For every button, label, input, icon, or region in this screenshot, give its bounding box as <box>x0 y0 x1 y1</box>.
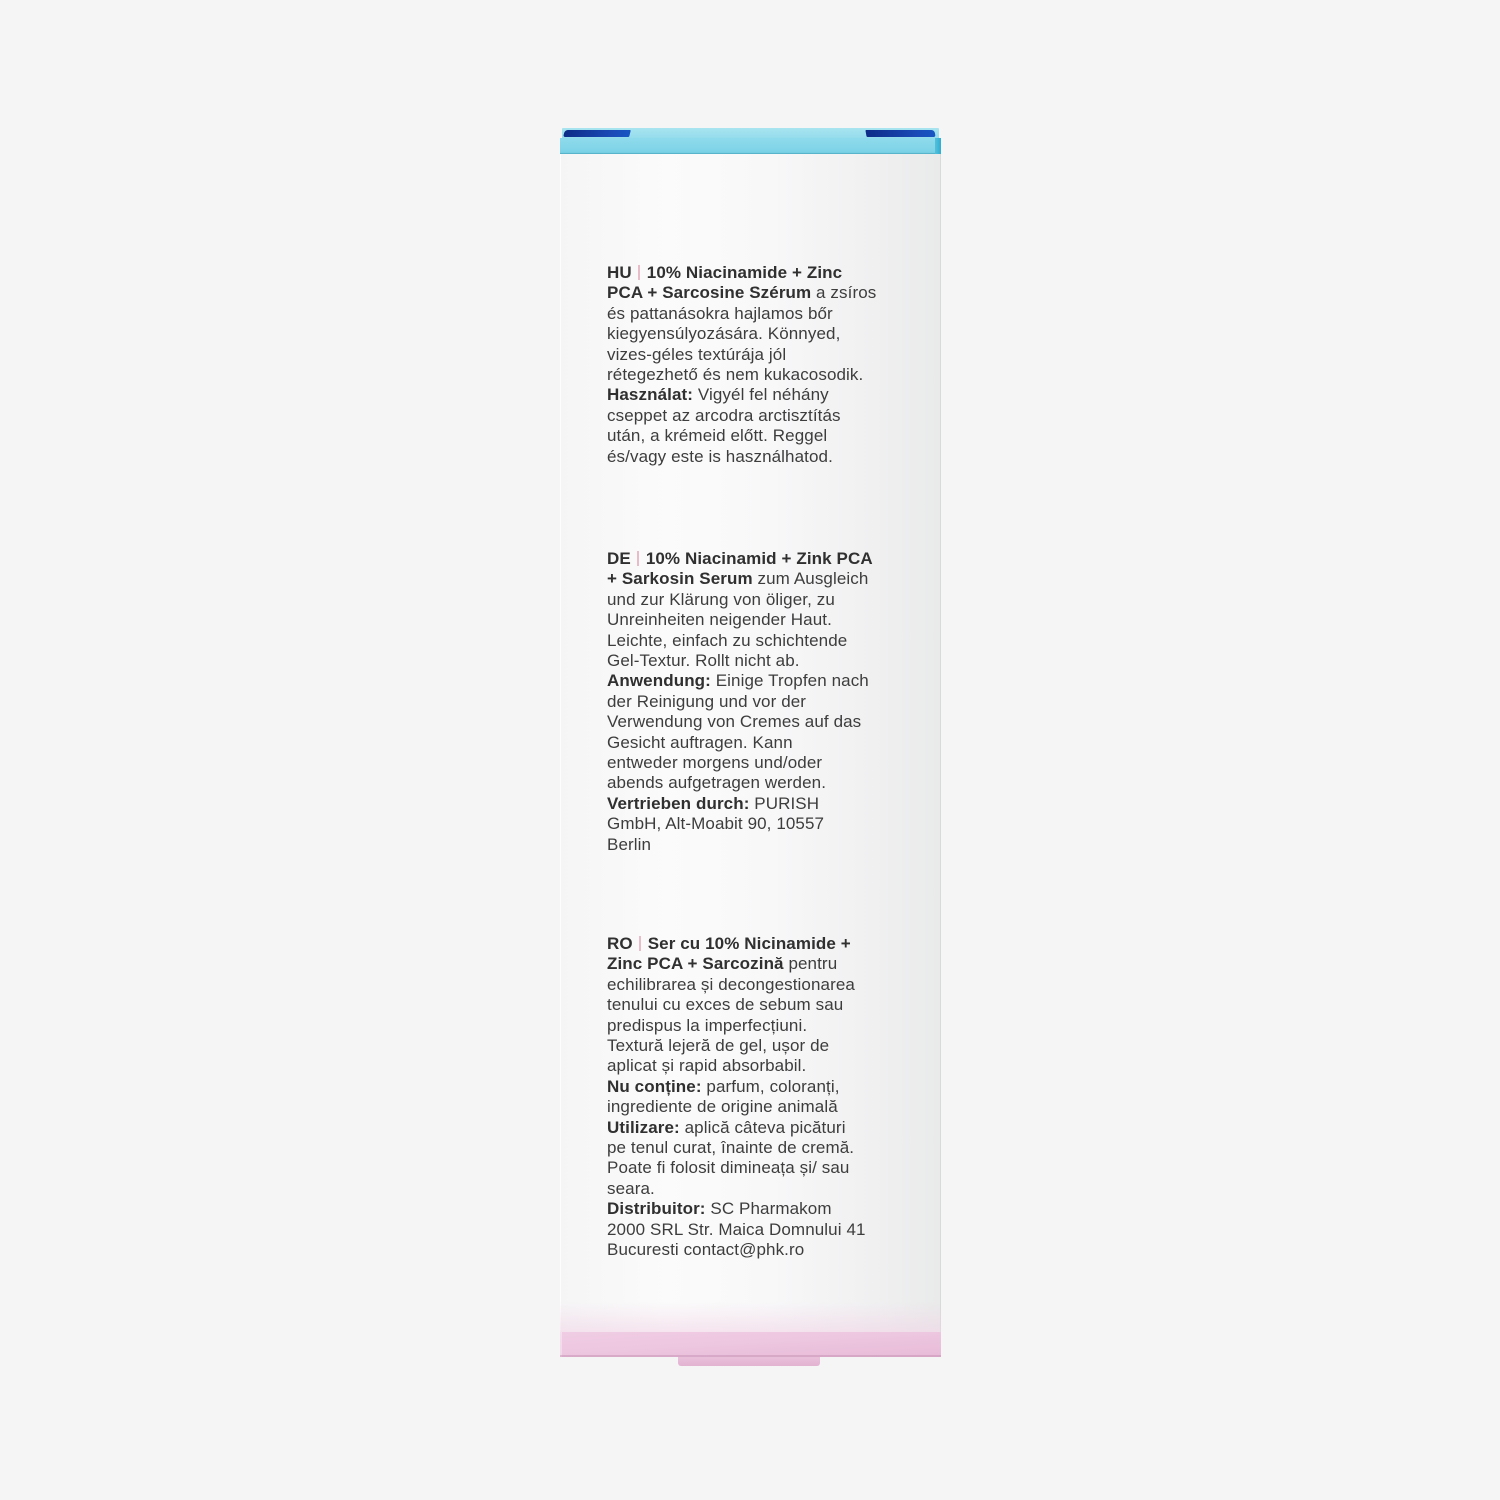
text-line: Distribuitor: SC Pharmakom <box>607 1199 832 1219</box>
top-flap-navy-accent-right <box>865 130 935 137</box>
text-line: und zur Klärung von öliger, zu <box>607 589 835 609</box>
text-line: RO Ser cu 10% Nicinamide + <box>607 934 851 953</box>
text-line: Leichte, einfach zu schichtende <box>607 630 848 650</box>
text-line: ingrediente de origine animală <box>607 1097 838 1117</box>
text-line: Vertrieben durch: PURISH <box>607 793 820 813</box>
text-line: Anwendung: Einige Tropfen nach <box>607 671 869 691</box>
product-box <box>560 128 941 1366</box>
text-line: seara. <box>607 1178 655 1198</box>
text-line: der Reinigung und vor der <box>607 691 807 711</box>
text-line: pe tenul curat, înainte de cremă. <box>607 1138 855 1158</box>
text-line: echilibrarea și decongestionarea <box>607 974 855 994</box>
box-bottom-pink-band <box>560 1332 941 1357</box>
text-line: Utilizare: aplică câteva picături <box>607 1117 846 1137</box>
text-line: 2000 SRL Str. Maica Domnului 41 <box>607 1219 866 1239</box>
language-divider <box>638 265 640 280</box>
text-line: Unreinheiten neigender Haut. <box>607 610 832 630</box>
box-bottom-flap-tab <box>678 1357 820 1366</box>
text-line: Zinc PCA + Sarcozină pentru <box>607 954 838 974</box>
text-line: entweder morgens und/oder <box>607 753 823 773</box>
text-line: Nu conține: parfum, coloranți, <box>607 1076 840 1096</box>
text-block-ro <box>607 934 922 1261</box>
box-top-cyan-band <box>560 138 941 154</box>
top-flap-navy-accent-left <box>563 130 631 137</box>
text-line: PCA + Sarcosine Szérum a zsíros <box>607 283 877 303</box>
text-line: Poate fi folosit dimineața și/ sau <box>607 1158 850 1178</box>
text-line: Bucuresti contact@phk.ro <box>607 1240 805 1260</box>
text-line: + Sarkosin Serum zum Ausgleich <box>607 569 869 589</box>
text-line: GmbH, Alt-Moabit 90, 10557 <box>607 814 825 834</box>
text-line: aplicat și rapid absorbabil. <box>607 1056 807 1076</box>
language-divider <box>637 551 639 566</box>
box-front-panel <box>560 154 941 1332</box>
box-top-teal-edge <box>935 138 941 154</box>
text-block-de <box>607 549 922 855</box>
text-line: Használat: Vigyél fel néhány <box>607 385 829 405</box>
bottom-pink-reflection <box>560 1302 941 1332</box>
text-line: után, a krémeid előtt. Reggel <box>607 426 828 446</box>
text-block-hu <box>607 263 922 467</box>
text-line: rétegezhető és nem kukacosodik. <box>607 365 864 385</box>
text-line: Gel-Textur. Rollt nicht ab. <box>607 651 800 671</box>
text-line: DE 10% Niacinamid + Zink PCA <box>607 549 873 568</box>
text-line: cseppet az arcodra arctisztítás <box>607 405 841 425</box>
text-line: HU 10% Niacinamide + Zinc <box>607 263 843 282</box>
text-line: abends aufgetragen werden. <box>607 773 827 793</box>
language-divider <box>639 936 641 951</box>
text-line: Textură lejeră de gel, ușor de <box>607 1036 830 1056</box>
text-line: Verwendung von Cremes auf das <box>607 712 862 732</box>
text-line: Gesicht auftragen. Kann <box>607 732 793 752</box>
text-line: vizes-géles textúrája jól <box>607 344 787 364</box>
text-line: tenului cu exces de sebum sau <box>607 995 844 1015</box>
text-line: kiegyensúlyozására. Könnyed, <box>607 324 841 344</box>
text-line: Berlin <box>607 834 652 854</box>
text-line: és pattanásokra hajlamos bőr <box>607 303 833 323</box>
text-line: predispus la imperfecțiuni. <box>607 1015 808 1035</box>
text-line: és/vagy este is használhatod. <box>607 446 833 466</box>
